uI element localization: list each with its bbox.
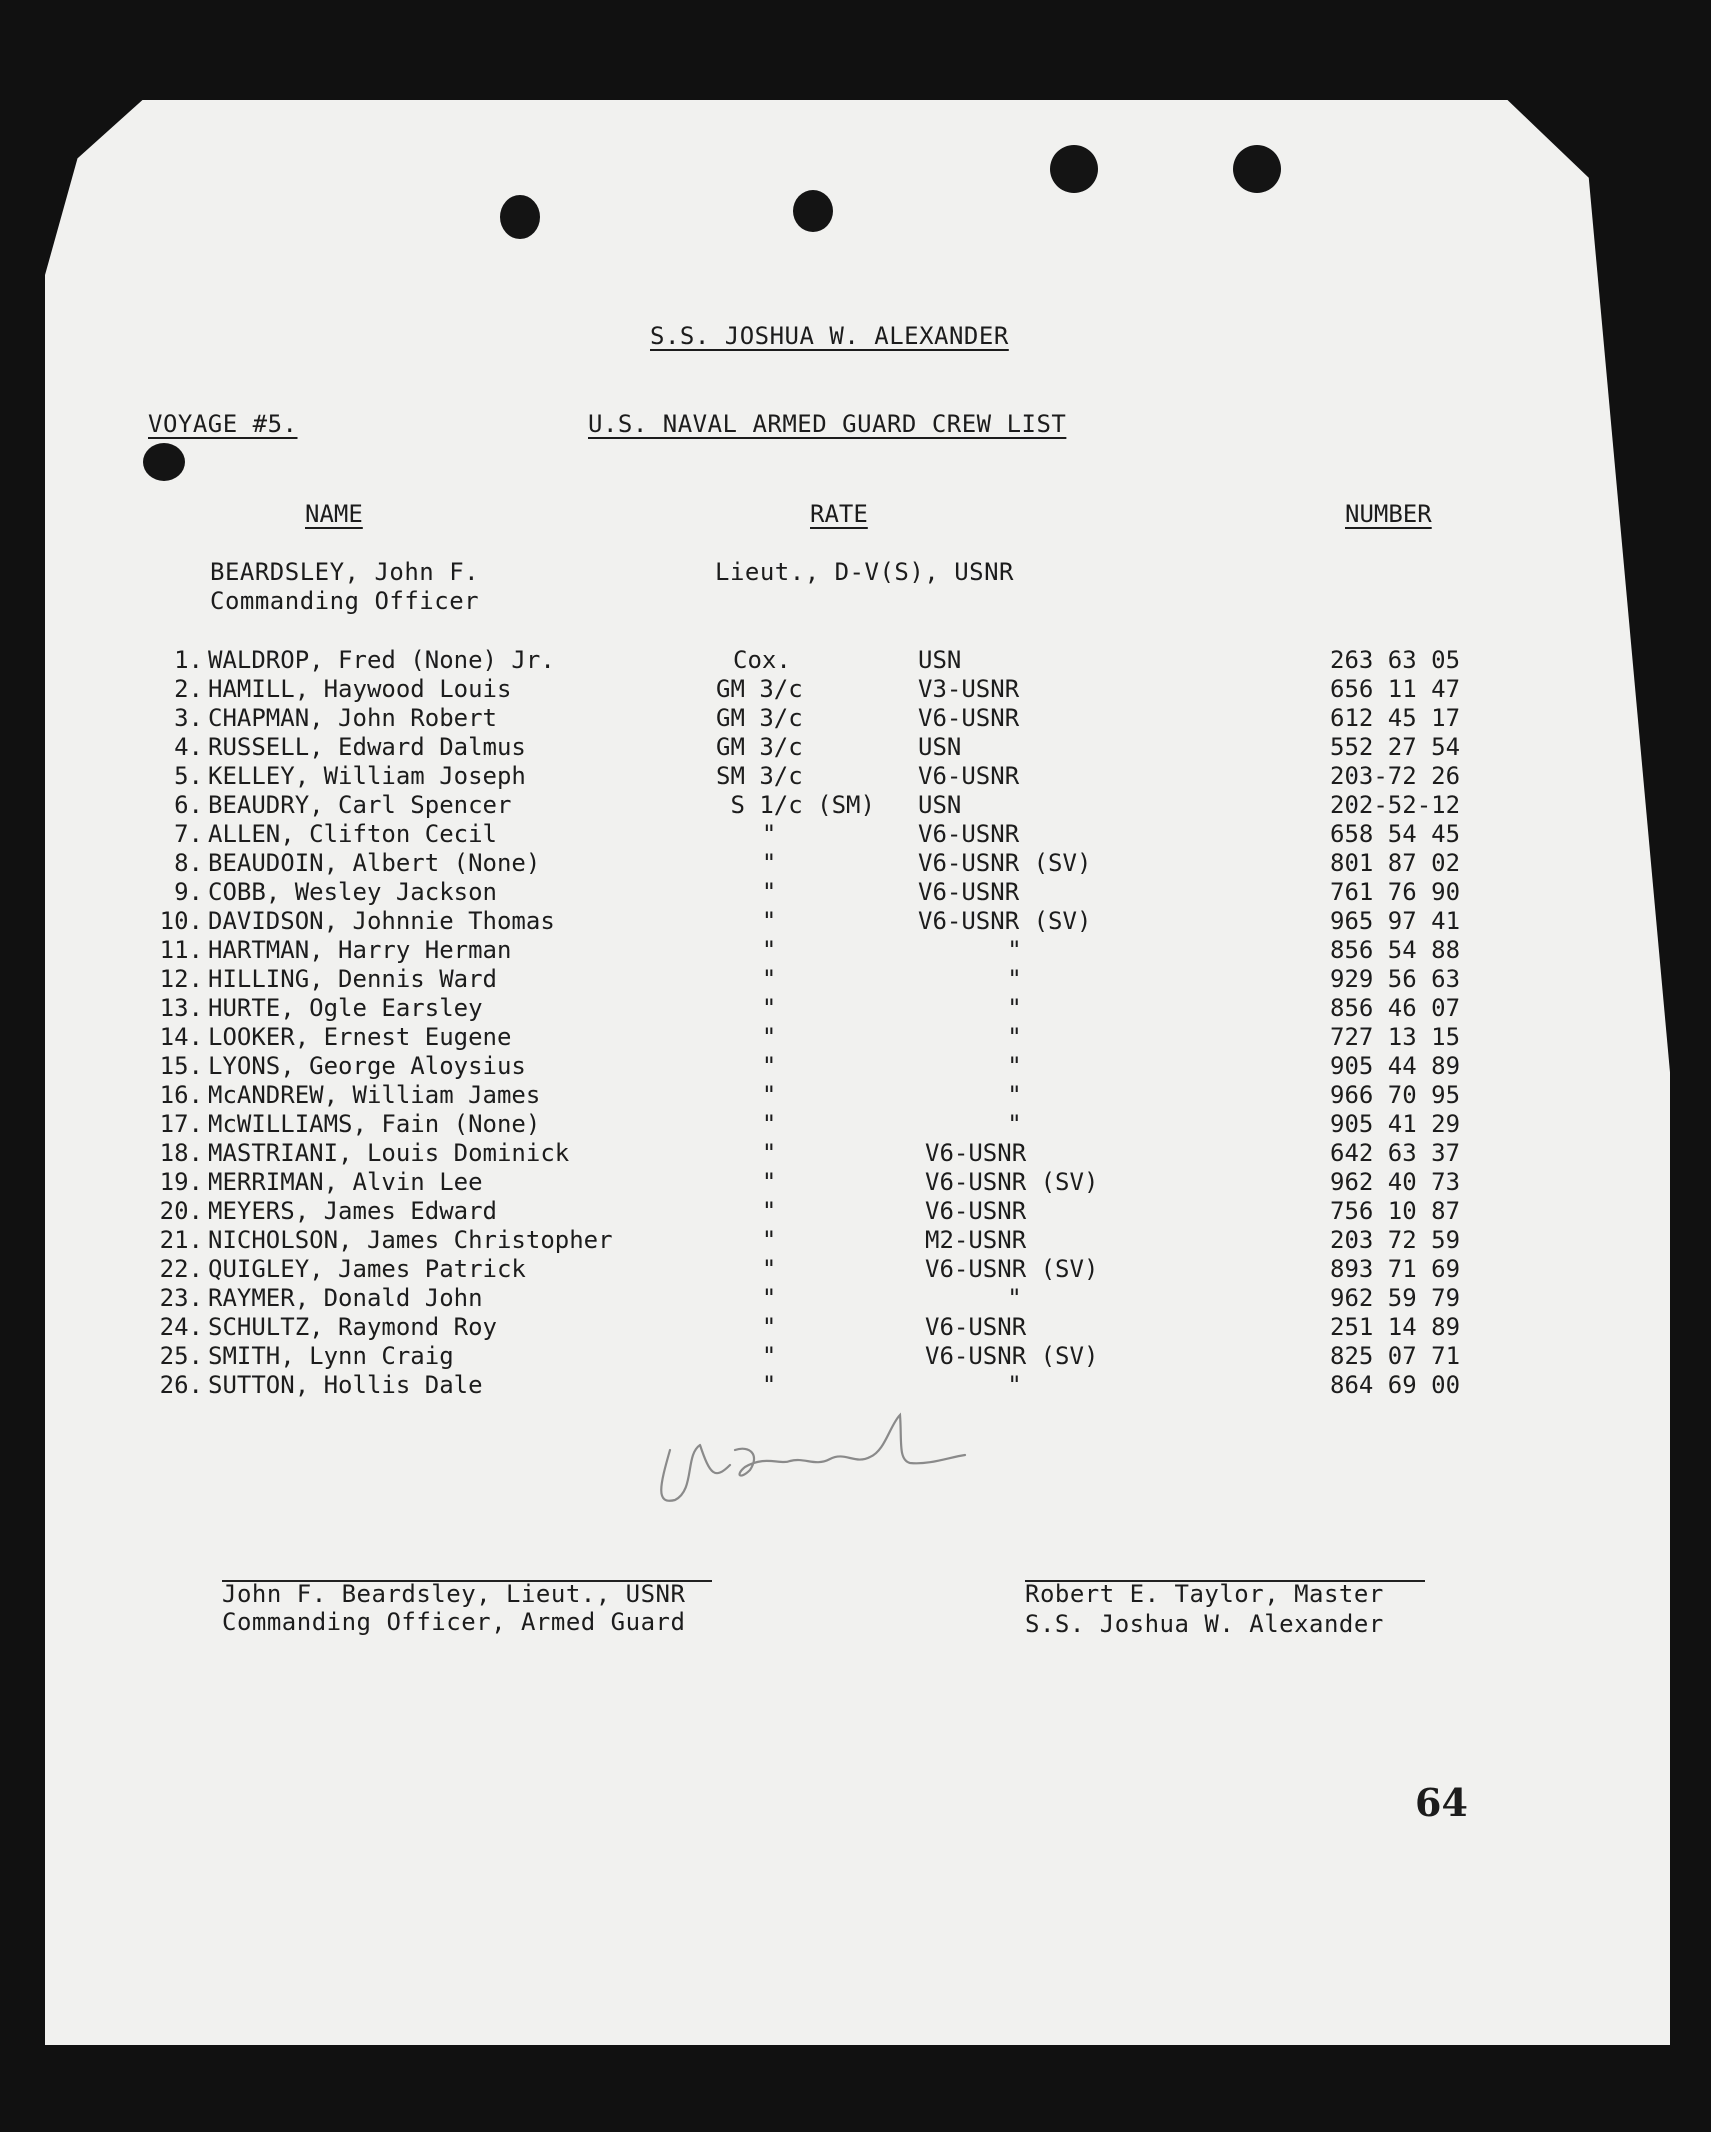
crew-service-number: 905 41 29 (1330, 1110, 1461, 1138)
crew-rate: " (733, 1226, 777, 1254)
crew-row (0, 1110, 1711, 1139)
crew-classification: " (935, 1110, 1022, 1138)
crew-name: CHAPMAN, John Robert (208, 704, 497, 732)
crew-name: LOOKER, Ernest Eugene (208, 1023, 512, 1051)
crew-service-number: 263 63 05 (1330, 646, 1461, 674)
voyage-label: VOYAGE #5. (148, 410, 298, 438)
crew-service-number: 203 72 59 (1330, 1226, 1461, 1254)
crew-rate: GM 3/c (716, 675, 803, 703)
crew-rate: " (733, 1139, 777, 1167)
column-header-number: NUMBER (1345, 500, 1432, 528)
column-header-rate: RATE (810, 500, 868, 528)
crew-name: SMITH, Lynn Craig (208, 1342, 454, 1370)
row-number: 22. (159, 1255, 203, 1283)
officer-name: BEARDSLEY, John F. (210, 558, 480, 586)
signature-left-name: John F. Beardsley, Lieut., USNR (222, 1580, 686, 1608)
crew-row (0, 733, 1711, 762)
crew-row (0, 1226, 1711, 1255)
crew-row (0, 849, 1711, 878)
row-number: 6. (174, 791, 203, 819)
crew-classification: V6-USNR (918, 762, 1020, 790)
row-number: 4. (174, 733, 203, 761)
crew-classification: " (935, 1052, 1022, 1080)
crew-name: MEYERS, James Edward (208, 1197, 497, 1225)
signature-right-name: Robert E. Taylor, Master (1025, 1580, 1384, 1608)
row-number: 21. (159, 1226, 203, 1254)
crew-row (0, 878, 1711, 907)
crew-name: HARTMAN, Harry Herman (208, 936, 512, 964)
punch-hole (1233, 145, 1281, 193)
crew-name: RUSSELL, Edward Dalmus (208, 733, 526, 761)
crew-classification: V6-USNR (918, 878, 1020, 906)
crew-name: DAVIDSON, Johnnie Thomas (208, 907, 555, 935)
crew-name: COBB, Wesley Jackson (208, 878, 497, 906)
crew-service-number: 864 69 00 (1330, 1371, 1461, 1399)
crew-row (0, 762, 1711, 791)
crew-classification: V6-USNR (918, 704, 1020, 732)
officer-title: Commanding Officer (210, 587, 480, 615)
crew-row (0, 1168, 1711, 1197)
crew-name: NICHOLSON, James Christopher (208, 1226, 613, 1254)
crew-service-number: 727 13 15 (1330, 1023, 1461, 1051)
crew-name: HURTE, Ogle Earsley (208, 994, 483, 1022)
crew-classification: " (935, 1081, 1022, 1109)
crew-name: HAMILL, Haywood Louis (208, 675, 512, 703)
crew-row (0, 1284, 1711, 1313)
punch-hole (793, 190, 833, 232)
crew-rate: " (733, 1052, 777, 1080)
crew-row (0, 1139, 1711, 1168)
crew-service-number: 962 40 73 (1330, 1168, 1461, 1196)
crew-rate: " (733, 936, 777, 964)
column-header-name: NAME (305, 500, 363, 528)
list-title: U.S. NAVAL ARMED GUARD CREW LIST (588, 410, 1067, 438)
crew-classification: USN (918, 733, 962, 761)
crew-name: LYONS, George Aloysius (208, 1052, 526, 1080)
crew-name: BEAUDRY, Carl Spencer (208, 791, 512, 819)
crew-row (0, 907, 1711, 936)
crew-name: SCHULTZ, Raymond Roy (208, 1313, 497, 1341)
crew-service-number: 929 56 63 (1330, 965, 1461, 993)
crew-service-number: 251 14 89 (1330, 1313, 1461, 1341)
crew-service-number: 203-72 26 (1330, 762, 1461, 790)
row-number: 16. (159, 1081, 203, 1109)
crew-classification: " (935, 1023, 1022, 1051)
ship-title: S.S. JOSHUA W. ALEXANDER (650, 322, 1009, 350)
row-number: 15. (159, 1052, 203, 1080)
crew-row (0, 820, 1711, 849)
crew-service-number: 856 54 88 (1330, 936, 1461, 964)
row-number: 7. (174, 820, 203, 848)
crew-service-number: 965 97 41 (1330, 907, 1461, 935)
crew-service-number: 825 07 71 (1330, 1342, 1461, 1370)
crew-row (0, 1197, 1711, 1226)
crew-row (0, 936, 1711, 965)
crew-classification: V6-USNR (925, 1139, 1027, 1167)
crew-row (0, 1313, 1711, 1342)
crew-classification: V6-USNR (925, 1197, 1027, 1225)
crew-row (0, 675, 1711, 704)
crew-classification: V6-USNR (925, 1313, 1027, 1341)
crew-row (0, 646, 1711, 675)
crew-name: QUIGLEY, James Patrick (208, 1255, 526, 1283)
crew-name: MERRIMAN, Alvin Lee (208, 1168, 483, 1196)
crew-row (0, 1255, 1711, 1284)
row-number: 5. (174, 762, 203, 790)
crew-row (0, 1052, 1711, 1081)
crew-service-number: 893 71 69 (1330, 1255, 1461, 1283)
crew-service-number: 761 76 90 (1330, 878, 1461, 906)
punch-hole (500, 195, 540, 239)
crew-service-number: 966 70 95 (1330, 1081, 1461, 1109)
row-number: 10. (159, 907, 203, 935)
crew-name: RAYMER, Donald John (208, 1284, 483, 1312)
row-number: 19. (159, 1168, 203, 1196)
crew-service-number: 642 63 37 (1330, 1139, 1461, 1167)
row-number: 25. (159, 1342, 203, 1370)
crew-service-number: 552 27 54 (1330, 733, 1461, 761)
row-number: 11. (159, 936, 203, 964)
crew-rate: " (733, 1371, 777, 1399)
crew-service-number: 756 10 87 (1330, 1197, 1461, 1225)
crew-name: McWILLIAMS, Fain (None) (208, 1110, 541, 1138)
handwritten-signature (640, 1395, 970, 1515)
crew-name: MASTRIANI, Louis Dominick (208, 1139, 570, 1167)
crew-classification: " (935, 994, 1022, 1022)
crew-classification: V6-USNR (SV) (918, 849, 1092, 877)
crew-classification: " (935, 1284, 1022, 1312)
crew-service-number: 962 59 79 (1330, 1284, 1461, 1312)
crew-classification: V6-USNR (SV) (918, 907, 1092, 935)
row-number: 20. (159, 1197, 203, 1225)
crew-classification: M2-USNR (925, 1226, 1027, 1254)
crew-name: McANDREW, William James (208, 1081, 541, 1109)
row-number: 1. (174, 646, 203, 674)
crew-rate: " (733, 1110, 777, 1138)
crew-row (0, 704, 1711, 733)
punch-hole (1050, 145, 1098, 193)
crew-service-number: 905 44 89 (1330, 1052, 1461, 1080)
row-number: 12. (159, 965, 203, 993)
crew-row (0, 1081, 1711, 1110)
crew-row (0, 1023, 1711, 1052)
crew-rate: " (733, 1168, 777, 1196)
crew-rate: " (733, 1342, 777, 1370)
crew-row (0, 791, 1711, 820)
crew-rate: " (733, 1023, 777, 1051)
crew-name: BEAUDOIN, Albert (None) (208, 849, 541, 877)
crew-service-number: 612 45 17 (1330, 704, 1461, 732)
crew-classification: USN (918, 791, 962, 819)
crew-service-number: 856 46 07 (1330, 994, 1461, 1022)
crew-rate: " (733, 1081, 777, 1109)
crew-row (0, 965, 1711, 994)
row-number: 2. (174, 675, 203, 703)
crew-classification: V6-USNR (918, 820, 1020, 848)
signature-right-title: S.S. Joshua W. Alexander (1025, 1610, 1384, 1638)
crew-rate: " (733, 1197, 777, 1225)
crew-classification: V3-USNR (918, 675, 1020, 703)
crew-service-number: 658 54 45 (1330, 820, 1461, 848)
crew-classification: " (935, 1371, 1022, 1399)
crew-rate: " (733, 1284, 777, 1312)
crew-rate: " (733, 965, 777, 993)
row-number: 13. (159, 994, 203, 1022)
row-number: 3. (174, 704, 203, 732)
crew-classification: " (935, 965, 1022, 993)
crew-service-number: 202-52-12 (1330, 791, 1461, 819)
officer-rate: Lieut., D-V(S), USNR (715, 558, 1014, 586)
crew-classification: V6-USNR (SV) (925, 1168, 1099, 1196)
punch-hole (143, 443, 185, 481)
crew-rate: " (733, 820, 777, 848)
crew-rate: SM 3/c (716, 762, 803, 790)
crew-rate: " (733, 849, 777, 877)
crew-row (0, 1342, 1711, 1371)
crew-row (0, 994, 1711, 1023)
crew-service-number: 656 11 47 (1330, 675, 1461, 703)
row-number: 26. (159, 1371, 203, 1399)
crew-rate: GM 3/c (716, 733, 803, 761)
crew-rate: " (733, 878, 777, 906)
crew-rate: " (733, 1313, 777, 1341)
crew-classification: V6-USNR (SV) (925, 1255, 1099, 1283)
crew-name: HILLING, Dennis Ward (208, 965, 497, 993)
row-number: 8. (174, 849, 203, 877)
row-number: 24. (159, 1313, 203, 1341)
crew-name: KELLEY, William Joseph (208, 762, 526, 790)
crew-classification: " (935, 936, 1022, 964)
crew-name: SUTTON, Hollis Dale (208, 1371, 483, 1399)
crew-rate: Cox. (733, 646, 791, 674)
crew-rate: S 1/c (SM) (716, 791, 875, 819)
row-number: 23. (159, 1284, 203, 1312)
crew-classification: V6-USNR (SV) (925, 1342, 1099, 1370)
row-number: 17. (159, 1110, 203, 1138)
signature-left-title: Commanding Officer, Armed Guard (222, 1608, 686, 1636)
crew-name: WALDROP, Fred (None) Jr. (208, 646, 555, 674)
crew-rate: " (733, 907, 777, 935)
crew-rate: " (733, 994, 777, 1022)
crew-classification: USN (918, 646, 962, 674)
crew-service-number: 801 87 02 (1330, 849, 1461, 877)
crew-name: ALLEN, Clifton Cecil (208, 820, 497, 848)
row-number: 18. (159, 1139, 203, 1167)
page-number: 64 (1415, 1780, 1468, 1825)
crew-rate: " (733, 1255, 777, 1283)
crew-rate: GM 3/c (716, 704, 803, 732)
row-number: 9. (174, 878, 203, 906)
row-number: 14. (159, 1023, 203, 1051)
